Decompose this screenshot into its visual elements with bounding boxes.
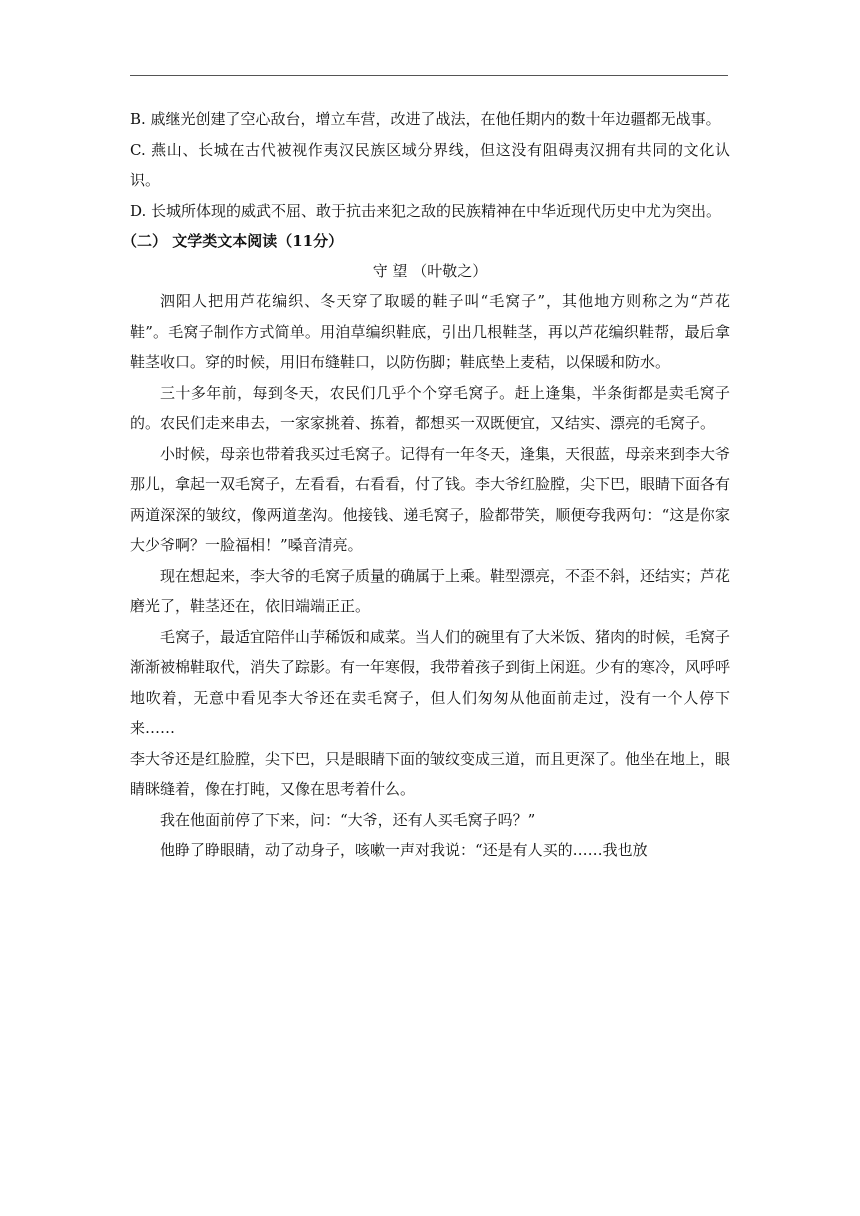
story-paragraph-8: 他睁了睁眼睛，动了动身子，咳嗽一声对我说：“还是有人买的……我也放: [160, 841, 648, 859]
story-paragraph-1: 泗阳人把用芦花编织、冬天穿了取暖的鞋子叫“毛窝子”，其他地方则称之为“芦花鞋”。毛窝子制作方式简单。用洎草编织鞋底，引出几根鞋茎，再以芦花编织鞋帮，最后拿鞋茎收口。穿的时候，用旧布缝鞋口，以防伤脚；鞋底垫上麦秸，以保暖和防水。: [130, 292, 730, 371]
option-b: B. 戚继光创建了空心敌台，增立车营，改进了战法，在他任期内的数十年边疆都无战事。: [130, 110, 721, 128]
section-title: （二） 文学类文本阅读（11分）: [122, 232, 344, 250]
story-paragraph-3: 小时候，母亲也带着我买过毛窝子。记得有一年冬天，逢集，天很蓝，母亲来到李大爷那儿，拿起一双毛窝子，左看看，右看看，付了钱。李大爷红脸膛，尖下巴，眼睛下面各有两道深深的皱纹，像两道垄沟。他接钱、递毛窝子，脸都带笑，顺便夸我两句：“这是你家大少爷啊？一脸福相！”嗓音清亮。: [130, 444, 731, 554]
story-paragraph-5: 毛窝子，最适宜陪伴山芋稀饭和咸菜。当人们的碗里有了大米饭、猪肉的时候，毛窝子渐渐被棉鞋取代，消失了踪影。有一年寒假，我带着孩子到街上闲逛。少有的寒冷，风呼呼地吹着，无意中看见李大爷还在卖毛窝子，但人们匆匆从他面前走过，没有一个人停下来……: [130, 627, 731, 737]
story-paragraph-4: 现在想起来，李大爷的毛窝子质量的确属于上乘。鞋型漂亮，不歪不斜，还结实；芦花磨光了，鞋茎还在，依旧端端正正。: [130, 566, 731, 615]
story-paragraph-7: 我在他面前停了下来，问：“大爷，还有人买毛窝子吗？”: [160, 810, 536, 829]
story-paragraph-2: 三十多年前，每到冬天，农民们几乎个个穿毛窝子。赶上逢集，半条街都是卖毛窝子的。农民们走来串去，一家家挑着、拣着，都想买一双既便宜，又结实、漂亮的毛窝子。: [130, 383, 730, 432]
option-c: C. 燕山、长城在古代被视作夷汉民族区域分界线，但这没有阻碍夷汉拥有共同的文化认识。: [130, 140, 730, 189]
option-d: D. 长城所体现的威武不屈、敢于抗击来犯之敌的民族精神在中华近现代历史中尤为突出。: [130, 201, 722, 220]
story-paragraph-6: 李大爷还是红脸膛，尖下巴，只是眼睛下面的皱纹变成三道，而且更深了。他坐在地上，眼睛眯缝着，像在打盹，又像在思考着什么。: [130, 749, 731, 798]
header-rule: [130, 75, 728, 76]
page-content: [122, 104, 731, 866]
story-title: 守 望 （叶敬之）: [372, 262, 488, 280]
